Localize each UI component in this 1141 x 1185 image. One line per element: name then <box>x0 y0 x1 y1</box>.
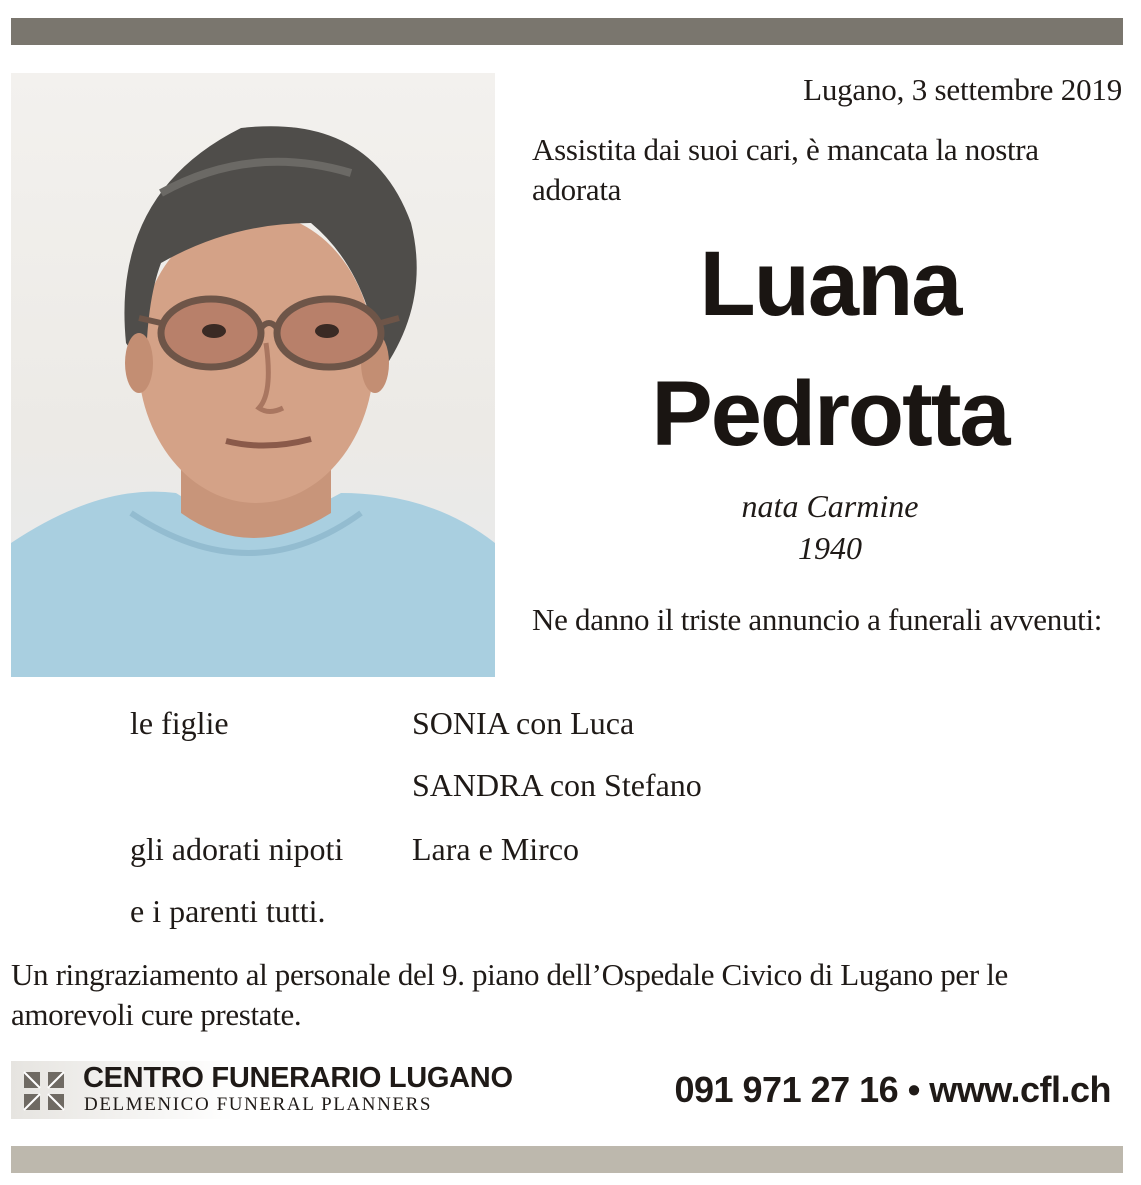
family-row <box>130 705 1030 745</box>
family-relation: gli adorati nipoti <box>130 831 344 867</box>
family-row <box>130 767 1030 807</box>
deceased-first-name: Luana <box>699 233 961 335</box>
portrait-photo <box>11 73 495 677</box>
place-and-date: Lugano, 3 settembre 2019 <box>803 72 1122 107</box>
deceased-last-name: Pedrotta <box>651 363 1009 465</box>
family-names: Lara e Mirco <box>412 831 580 867</box>
birth-year: 1940 <box>798 530 862 566</box>
funeral-home-name: CENTRO FUNERARIO LUGANO <box>83 1062 513 1094</box>
family-names: SANDRA con Stefano <box>412 767 702 803</box>
cross-logo-icon <box>21 1069 67 1118</box>
family-relation: le figlie <box>130 705 229 741</box>
funeral-home-footer <box>11 1061 1123 1119</box>
maiden-name: nata Carmine <box>741 488 919 524</box>
funeral-home-subtitle: DELMENICO FUNERAL PLANNERS <box>84 1094 433 1115</box>
funeral-home-contact: 091 971 27 16 • www.cfl.ch <box>674 1069 1111 1110</box>
family-row <box>130 831 1030 871</box>
family-relation: e i parenti tutti. <box>130 893 326 929</box>
family-names: SONIA con Luca <box>412 705 635 741</box>
intro-text: Assistita dai suoi cari, è mancata la nostra adorata <box>532 132 1039 207</box>
portrait-illustration <box>11 73 495 677</box>
bottom-divider-bar <box>11 1146 1123 1173</box>
announcement-text: Ne danno il triste annuncio a funerali avvenuti: <box>532 602 1103 637</box>
family-row <box>130 893 1030 933</box>
top-divider-bar <box>11 18 1123 45</box>
thanks-text: Un ringraziamento al personale del 9. piano dell’Ospedale Civico di Lugano per le amorevoli cure prestate. <box>11 957 1008 1032</box>
